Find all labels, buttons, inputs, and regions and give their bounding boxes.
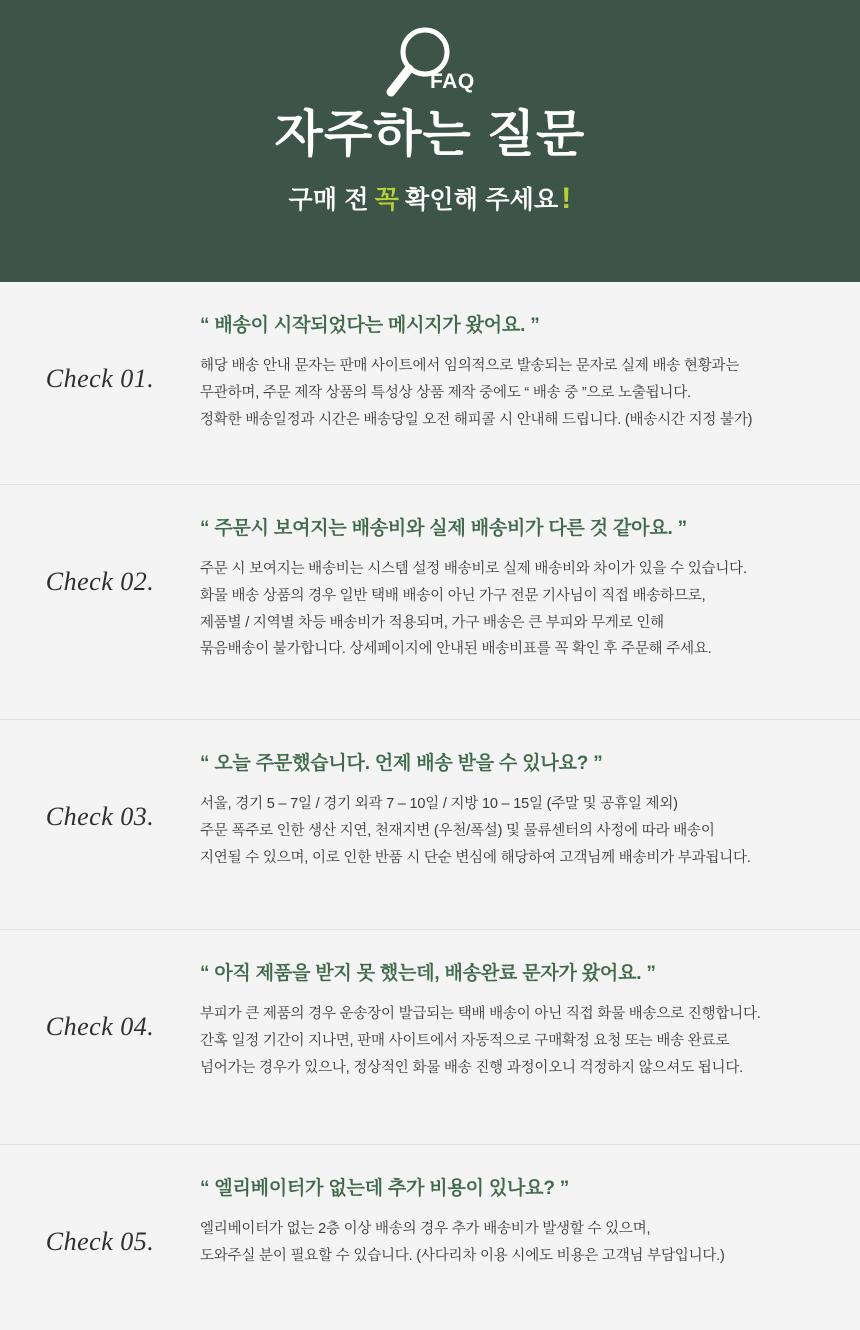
faq-body (200, 748, 860, 871)
faq-answer-line: 도와주실 분이 필요할 수 있습니다. (사다리차 이용 시에도 비용은 고객님 부담입니다.) (200, 1247, 725, 1264)
faq-item (0, 282, 860, 485)
faq-answer-line: 주문 시 보여지는 배송비는 시스템 설정 배송비로 실제 배송비와 차이가 있을 수 있습니다. (200, 561, 747, 577)
faq-question: “ 오늘 주문했습니다. 언제 배송 받을 수 있나요? ” (200, 753, 603, 774)
faq-answer-line: 주문 폭주로 인한 생산 지연, 천재지변 (우천/폭설) 및 물류센터의 사정에 따라 배송이 (200, 822, 715, 839)
faq-answer-line: 지연될 수 있으며, 이로 인한 반품 시 단순 변심에 해당하여 고객님께 배송비가 부과됩니다. (200, 849, 751, 866)
faq-answer-line: 엘리베이터가 없는 2층 이상 배송의 경우 추가 배송비가 발생할 수 있으며, (200, 1221, 651, 1237)
faq-answer (200, 1216, 824, 1270)
faq-icon-label: FAQ (430, 70, 475, 93)
faq-answer-line: 해당 배송 안내 문자는 판매 사이트에서 임의적으로 발송되는 문자로 실제 배송 현황과는 (200, 358, 740, 374)
subtitle-exclaim: ! (561, 181, 572, 215)
faq-answer-line: 서울, 경기 5 – 7일 / 경기 외곽 7 – 10일 / 지방 10 – 15일 (주말 및 공휴일 제외) (200, 796, 678, 812)
subtitle-highlight: 꼭 (374, 185, 400, 214)
faq-answer (200, 791, 824, 871)
check-label: Check 04. (45, 1012, 155, 1041)
faq-body (200, 1173, 860, 1270)
faq-body (200, 513, 860, 663)
faq-question: “ 주문시 보여지는 배송비와 실제 배송비가 다른 것 같아요. ” (200, 518, 687, 539)
faq-answer (200, 353, 824, 433)
faq-answer-line: 묶음배송이 불가합니다. 상세페이지에 안내된 배송비표를 꼭 확인 후 주문해 주세요. (200, 641, 712, 658)
check-label: Check 05. (45, 1227, 155, 1256)
page-subtitle (288, 180, 571, 216)
faq-body (200, 958, 860, 1081)
faq-list (0, 282, 860, 1330)
faq-answer-line: 제품별 / 지역별 차등 배송비가 적용되며, 가구 배송은 큰 부피와 무게로 인해 (200, 614, 664, 631)
faq-answer (200, 1001, 824, 1081)
faq-answer-line: 화물 배송 상품의 경우 일반 택배 배송이 아닌 가구 전문 기사님이 직접 배송하므로, (200, 587, 706, 604)
faq-answer (200, 556, 824, 663)
subtitle-after: 확인해 주세요 (405, 185, 559, 214)
faq-answer-line: 부피가 큰 제품의 경우 운송장이 발급되는 택배 배송이 아닌 직접 화물 배송으로 진행합니다. (200, 1006, 761, 1022)
faq-item (0, 485, 860, 720)
magnifier-icon (375, 22, 485, 102)
faq-answer-line: 넘어가는 경우가 있으나, 정상적인 화물 배송 진행 과정이오니 걱정하지 않으셔도 됩니다. (200, 1059, 743, 1076)
faq-header (0, 0, 860, 282)
faq-answer-line: 무관하며, 주문 제작 상품의 특성상 상품 제작 중에도 “ 배송 중 ”으로 노출됩니다. (200, 384, 691, 401)
faq-item (0, 930, 860, 1145)
check-label: Check 01. (45, 364, 155, 393)
page-title: 자주하는 질문 (274, 106, 586, 162)
faq-question: “ 배송이 시작되었다는 메시지가 왔어요. ” (200, 315, 540, 336)
faq-answer-line: 간혹 일정 기간이 지나면, 판매 사이트에서 자동적으로 구매확정 요청 또는 배송 완료로 (200, 1032, 730, 1049)
check-label: Check 03. (45, 802, 155, 831)
faq-question: “ 엘리베이터가 없는데 추가 비용이 있나요? ” (200, 1178, 570, 1199)
faq-body (200, 310, 860, 433)
faq-question: “ 아직 제품을 받지 못 했는데, 배송완료 문자가 왔어요. ” (200, 963, 656, 984)
faq-item (0, 1145, 860, 1330)
check-label: Check 02. (45, 567, 155, 596)
faq-item (0, 720, 860, 930)
faq-answer-line: 정확한 배송일정과 시간은 배송당일 오전 해피콜 시 안내해 드립니다. (배송시간 지정 불가) (200, 411, 753, 428)
subtitle-before: 구매 전 (288, 185, 369, 214)
